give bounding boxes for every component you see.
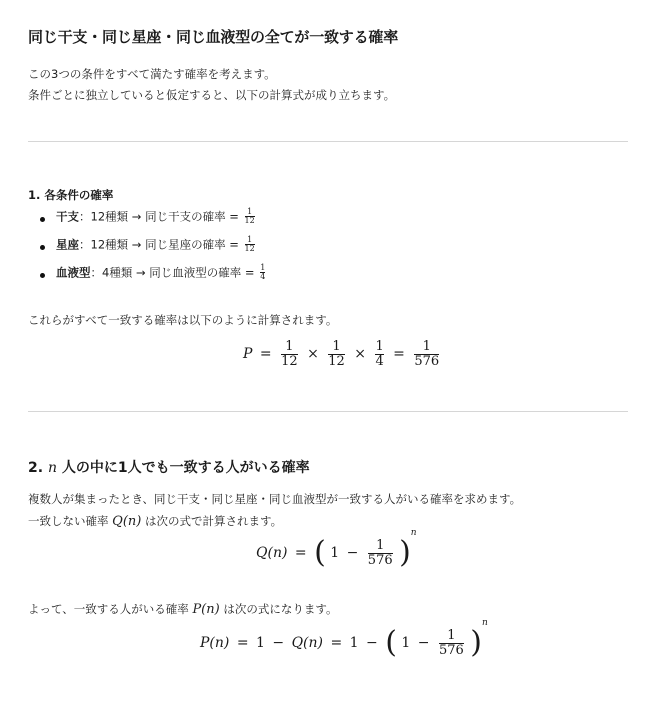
formula-q-term: Q(n) <box>291 635 323 651</box>
exponent: n <box>481 618 488 628</box>
bullet-seiza <box>56 236 257 254</box>
equals-sign: = <box>393 346 405 363</box>
fraction: $\frac{1}{576}$ <box>367 537 393 568</box>
bullet-text: ：4種類 → 同じ血液型の確率 = <box>90 265 255 280</box>
fraction <box>245 236 255 254</box>
equals-sign: = <box>330 635 343 651</box>
fraction <box>245 208 255 226</box>
minus-sign: − <box>417 635 430 651</box>
divider-2 <box>28 411 628 412</box>
section1-summary: これらがすべて一致する確率は以下のように計算されます。 <box>28 313 338 327</box>
intro-line-1: この3つの条件をすべて満たす確率を考えます。 <box>28 67 276 81</box>
heading-variable: n <box>47 460 57 476</box>
fraction: $\frac{1}{12}$ <box>281 339 298 369</box>
bullet-text: ：12種類 → 同じ星座の確率 = <box>79 237 239 252</box>
inline-math-q: Q(n) <box>112 514 142 529</box>
open-paren: ( <box>314 535 326 570</box>
times-sign: × <box>307 346 319 363</box>
equals-sign: = <box>236 635 249 651</box>
formula-q: Q(n) = ( 1 − $\frac{1}{576}$ )$^n$ <box>256 528 417 570</box>
fraction-num: 1 <box>247 207 253 216</box>
bullet-dot <box>40 245 45 250</box>
inline-math-p: P(n) <box>192 602 220 617</box>
minus-sign: − <box>272 635 285 651</box>
section2-line-3: よって、一致する人がいる確率 P(n) は次の式になります。 <box>28 602 338 617</box>
fraction-num: 1 <box>247 235 253 244</box>
close-paren: ) <box>399 535 411 570</box>
section1-heading: 1. 各条件の確率 <box>28 188 114 202</box>
formula-lhs: P(n) <box>200 635 230 651</box>
bullet-dot <box>40 217 45 222</box>
bullet-label: 干支 <box>56 209 79 224</box>
bullet-text: ：12種類 → 同じ干支の確率 = <box>79 209 239 224</box>
minus-sign: − <box>346 545 359 561</box>
fraction-den: 12 <box>244 216 255 226</box>
formula-p-n: P(n) = 1 − Q(n) = 1 − ( 1 − $\frac{1}{576}$ )$^n$ <box>200 618 488 660</box>
bullet-blood <box>56 264 267 282</box>
close-paren: ) <box>470 625 482 660</box>
fraction: $\frac{1}{4}$ <box>375 339 384 369</box>
bullet-label: 血液型 <box>56 265 91 280</box>
bullet-label: 星座 <box>56 237 79 252</box>
open-paren: ( <box>385 625 397 660</box>
fraction <box>260 264 265 282</box>
fraction-den: 4 <box>260 272 266 282</box>
section2-line-2: 一致しない確率 Q(n) は次の式で計算されます。 <box>28 514 283 529</box>
section2-heading: 2. n 人の中に1人でも一致する人がいる確率 <box>28 460 310 476</box>
formula-lhs: Q(n) <box>256 545 288 561</box>
equals-sign: = <box>294 545 307 561</box>
equals-sign: = <box>259 346 272 363</box>
fraction: $\frac{1}{12}$ <box>328 339 345 369</box>
intro-line-2: 条件ごとに独立していると仮定すると、以下の計算式が成り立ちます。 <box>28 88 396 102</box>
exponent: n <box>410 528 417 538</box>
bullet-eto <box>56 208 257 226</box>
section2-line-1: 複数人が集まったとき、同じ干支・同じ星座・同じ血液型が一致する人がいる確率を求めます。 <box>28 492 522 506</box>
formula-p-product <box>243 340 441 368</box>
fraction-result: $\frac{1}{576}$ <box>414 339 440 369</box>
divider-1 <box>28 141 628 142</box>
times-sign: × <box>354 346 366 363</box>
bullet-dot <box>40 273 45 278</box>
page-title: 同じ干支・同じ星座・同じ血液型の全てが一致する確率 <box>28 28 399 46</box>
fraction: $\frac{1}{576}$ <box>438 627 464 658</box>
fraction-den: 12 <box>244 244 255 254</box>
fraction-num: 1 <box>260 263 266 272</box>
formula-lhs: P <box>243 346 253 363</box>
minus-sign: − <box>366 635 378 651</box>
